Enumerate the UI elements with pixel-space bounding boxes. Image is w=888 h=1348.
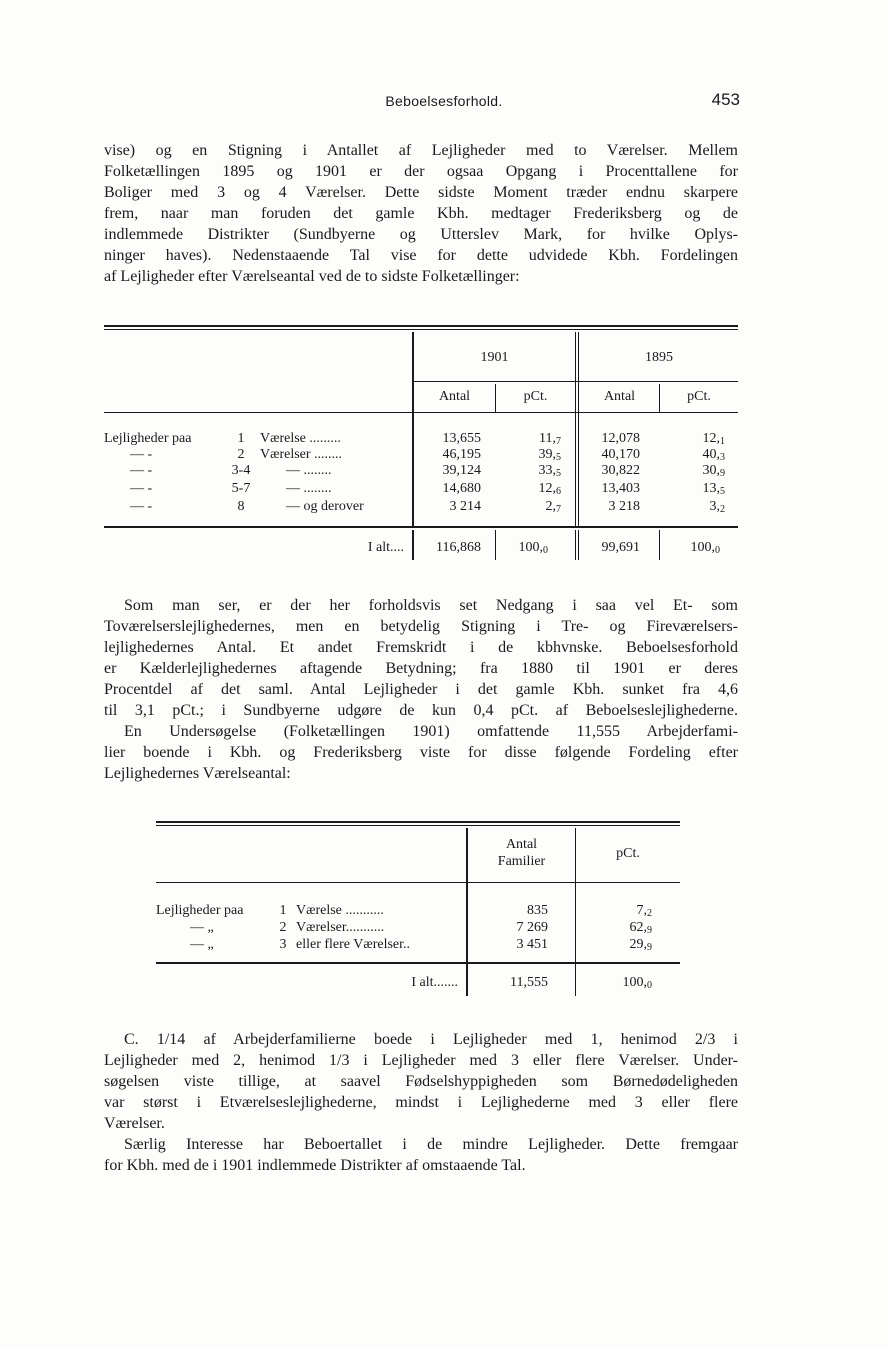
header-pct: pCt. (616, 846, 640, 861)
cell-pct-1895: $30,_9$ (702, 463, 725, 479)
row-label: — ........ (286, 463, 332, 478)
row-ditto: — „ (190, 920, 214, 935)
cell-pct-1901: $11,_7$ (539, 431, 561, 447)
running-header-title: Beboelsesforhold. (385, 93, 503, 109)
text-line: Toværelserslejlighedernes, men en betydelig Stigning i Tre- og Fireværelsers- (104, 618, 738, 635)
header-familier: Familier (497, 854, 546, 869)
text-line: for Kbh. med de i 1901 indlemmede Distrikter af omstaaende Tal. (104, 1157, 526, 1174)
paragraph-3 (104, 1029, 738, 1176)
cell-pct: $7,_2$ (636, 903, 652, 919)
text-line: Særlig Interesse har Beboertallet i de mindre Lejligheder. Dette fremgaar (124, 1136, 738, 1153)
text-line: Lejligheder med 2, henimod 1/3 i Lejligheder med 3 eller flere Værelser. Under- (104, 1052, 738, 1069)
total-pct-1895: $100,_0$ (690, 540, 720, 556)
total-antal: 11,555 (510, 975, 548, 990)
total-label: I alt.... (367, 540, 404, 555)
header-antal: Antal (505, 837, 538, 852)
header-pct-1901: pCt. (523, 389, 548, 404)
text-line: lier boende i Kbh. og Frederiksberg viste for disse følgende Fordeling efter (104, 744, 738, 761)
total-pct: $100,_0$ (622, 975, 652, 991)
row-room-count: 8 (237, 499, 245, 514)
row-room-count: 3-4 (231, 463, 251, 478)
total-antal-1901: 116,868 (436, 540, 481, 555)
total-antal-1895: 99,691 (601, 540, 640, 555)
row-room-count: 3 (279, 937, 287, 952)
cell-pct-1901: $12,_6$ (538, 481, 561, 497)
text-line: Som man ser, er der her forholdsvis set Nedgang i saa vel Et- som (124, 597, 738, 614)
header-pct-1895: pCt. (687, 389, 711, 404)
cell-antal-1895: 13,403 (601, 481, 640, 496)
row-ditto: — - (130, 447, 153, 462)
row-room-count: 2 (237, 447, 245, 462)
cell-pct-1895: $13,_5$ (702, 481, 725, 497)
cell-antal-1901: 13,655 (442, 431, 481, 446)
table-top-rule (156, 821, 680, 823)
row-label-prefix: Lejligheder paa (104, 431, 192, 446)
cell-pct-1895: $3,_2$ (709, 499, 725, 515)
cell-antal-1895: 30,822 (601, 463, 640, 478)
cell-antal-1901: 3 214 (449, 499, 481, 514)
text-line: Lejlighedernes Værelseantal: (104, 765, 291, 782)
cell-antal-1901: 39,124 (442, 463, 481, 478)
text-line: Værelser. (104, 1115, 165, 1132)
cell-pct: $29,_9$ (629, 937, 652, 953)
cell-antal: 835 (527, 903, 548, 918)
text-line: En Undersøgelse (Folketællingen 1901) omfattende 11,555 Arbejderfami- (124, 723, 738, 740)
cell-antal: 7 269 (516, 920, 548, 935)
row-room-count: 5-7 (231, 481, 251, 496)
text-line: af Lejligheder efter Værelseantal ved de to sidste Folketællinger: (104, 268, 520, 285)
table-top-rule-thin (156, 825, 680, 826)
text-line: Procentdel af det saml. Antal Lejligheder i det gamle Kbh. sunket fra 4,6 (104, 681, 738, 698)
cell-pct-1901: $33,_5$ (538, 463, 561, 479)
text-line: C. 1/14 af Arbejderfamilierne boede i Lejligheder med 1, henimod 2/3 i (124, 1031, 738, 1048)
row-label: — ........ (286, 481, 332, 496)
table-header-rule (156, 882, 680, 883)
cell-pct-1901: $39,_5$ (538, 447, 561, 463)
header-antal-1895: Antal (603, 389, 636, 404)
text-line: indlemmede Distrikter (Sundbyerne og Utterslev Mark, for hvilke Oplys- (104, 226, 738, 243)
total-pct-1901: $100,_0$ (518, 540, 548, 556)
row-label-prefix: Lejligheder paa (156, 903, 244, 918)
row-label: Værelse ........... (296, 903, 384, 918)
text-line: ninger haves). Nedenstaaende Tal vise for dette udvidede Kbh. Fordelingen (104, 247, 738, 264)
text-line: Boliger med 3 og 4 Værelser. Dette sidste Moment træder endnu skarpere (104, 184, 738, 201)
text-line: til 3,1 pCt.; i Sundbyerne udgøre de kun 0,4 pCt. af Beboelseslejlighederne. (104, 702, 738, 719)
table-sum-rule (156, 962, 680, 964)
row-label: eller flere Værelser.. (296, 937, 411, 952)
text-line: søgelsen viste tillige, at saavel Fødselshyppigheden som Børnedødeligheden (104, 1073, 738, 1090)
row-label: Værelse ......... (260, 431, 341, 446)
text-line: er Kælderlejlighedernes aftagende Betydning; fra 1880 til 1901 er deres (104, 660, 738, 677)
row-ditto: — - (130, 499, 153, 514)
header-year-1901: 1901 (480, 350, 509, 365)
row-ditto: — - (130, 481, 153, 496)
cell-antal-1901: 46,195 (442, 447, 481, 462)
header-year-1895: 1895 (645, 350, 673, 365)
cell-pct-1901: $2,_7$ (545, 499, 561, 515)
cell-antal: 3 451 (516, 937, 548, 952)
row-label: Værelser ........ (260, 447, 343, 462)
text-line: frem, naar man foruden det gamle Kbh. medtager Frederiksberg og de (104, 205, 738, 222)
cell-antal-1901: 14,680 (442, 481, 481, 496)
cell-antal-1895: 12,078 (601, 431, 640, 446)
text-line: lejlighedernes Antal. Et andet Fremskridt i de kbhvnske. Beboelsesforhold (104, 639, 738, 656)
text-line: Folketællingen 1895 og 1901 er der ogsaa Opgang i Procenttallene for (104, 163, 738, 180)
cell-pct: $62,_9$ (629, 920, 652, 936)
header-antal-1901: Antal (438, 389, 471, 404)
row-room-count: 2 (279, 920, 287, 935)
page-number: 453 (711, 90, 740, 109)
row-label: — og derover (286, 499, 364, 514)
cell-antal-1895: 3 218 (608, 499, 640, 514)
row-room-count: 1 (237, 431, 245, 446)
cell-pct-1895: $40,_3$ (702, 447, 725, 463)
row-room-count: 1 (279, 903, 287, 918)
row-label: Værelser........... (296, 920, 385, 935)
cell-antal-1895: 40,170 (601, 447, 640, 462)
row-ditto: — - (130, 463, 153, 478)
total-label: I alt....... (411, 975, 458, 990)
cell-pct-1895: $12,_1$ (702, 431, 725, 447)
text-line: vise) og en Stigning i Antallet af Lejligheder med to Værelser. Mellem (104, 142, 738, 159)
text-line: var størst i Etværelseslejlighederne, mindst i Lejlighederne med 3 eller flere (104, 1094, 738, 1111)
row-ditto: — „ (190, 937, 214, 952)
